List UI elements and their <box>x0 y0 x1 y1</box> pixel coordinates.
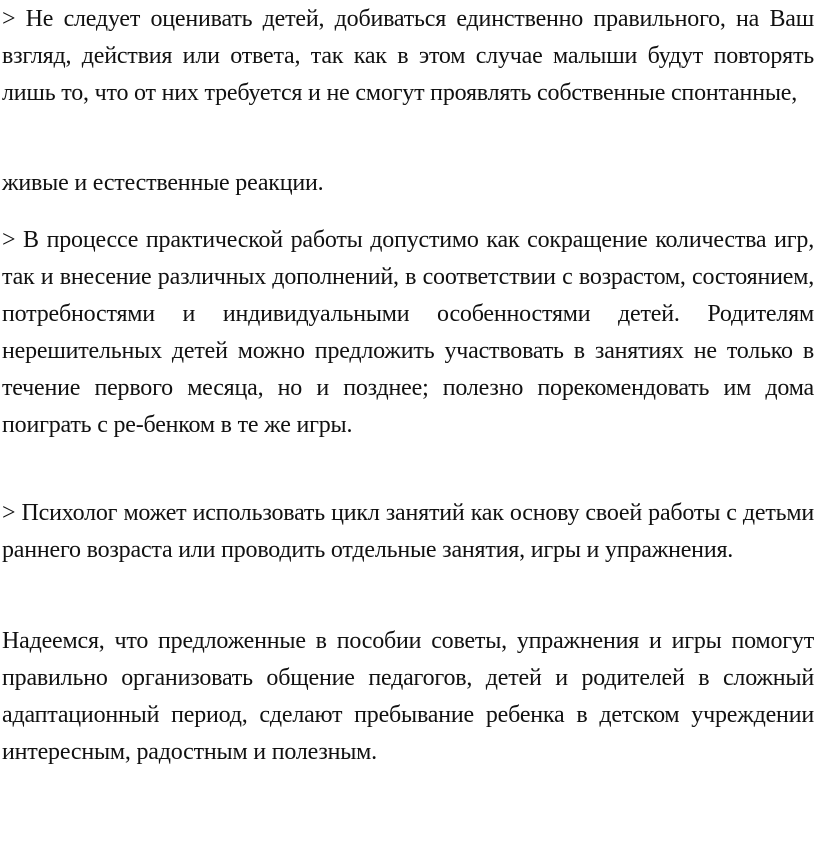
paragraph-continuation-reactions: живые и естественные реакции. <box>2 170 324 196</box>
paragraph-practical-work: > В процессе практической работы допустимо как сокращение количества игр, так и внесение различных дополнений, в соответствии с возрастом, состоянием, потребностями и индивидуальными особенностями детей. Родителям нерешительных детей можно предложить участвовать в занятиях не только в течение первого месяца, но и позднее; полезно порекомендовать им дома поиграть с ре-бенком в те же игры. <box>2 227 814 438</box>
paragraph-advice-no-evaluation: > Не следует оценивать детей, добиваться единственно правильного, на Ваш взгляд, действия или ответа, так как в этом случае малыши будут повторять лишь то, что от них требуется и не смогут проявлять собственные спонтанные, <box>2 6 814 106</box>
paragraph-conclusion: Надеемся, что предложенные в пособии советы, упражнения и игры помогут правильно организовать общение педагогов, детей и родителей в сложный адаптационный период, сделают пребывание ребенка в детском учреждении интересным, радостным и полезным. <box>2 628 814 765</box>
paragraph-psychologist-cycle: > Психолог может использовать цикл занятий как основу своей работы с детьми раннего возраста или проводить отдельные занятия, игры и упражнения. <box>2 500 814 563</box>
